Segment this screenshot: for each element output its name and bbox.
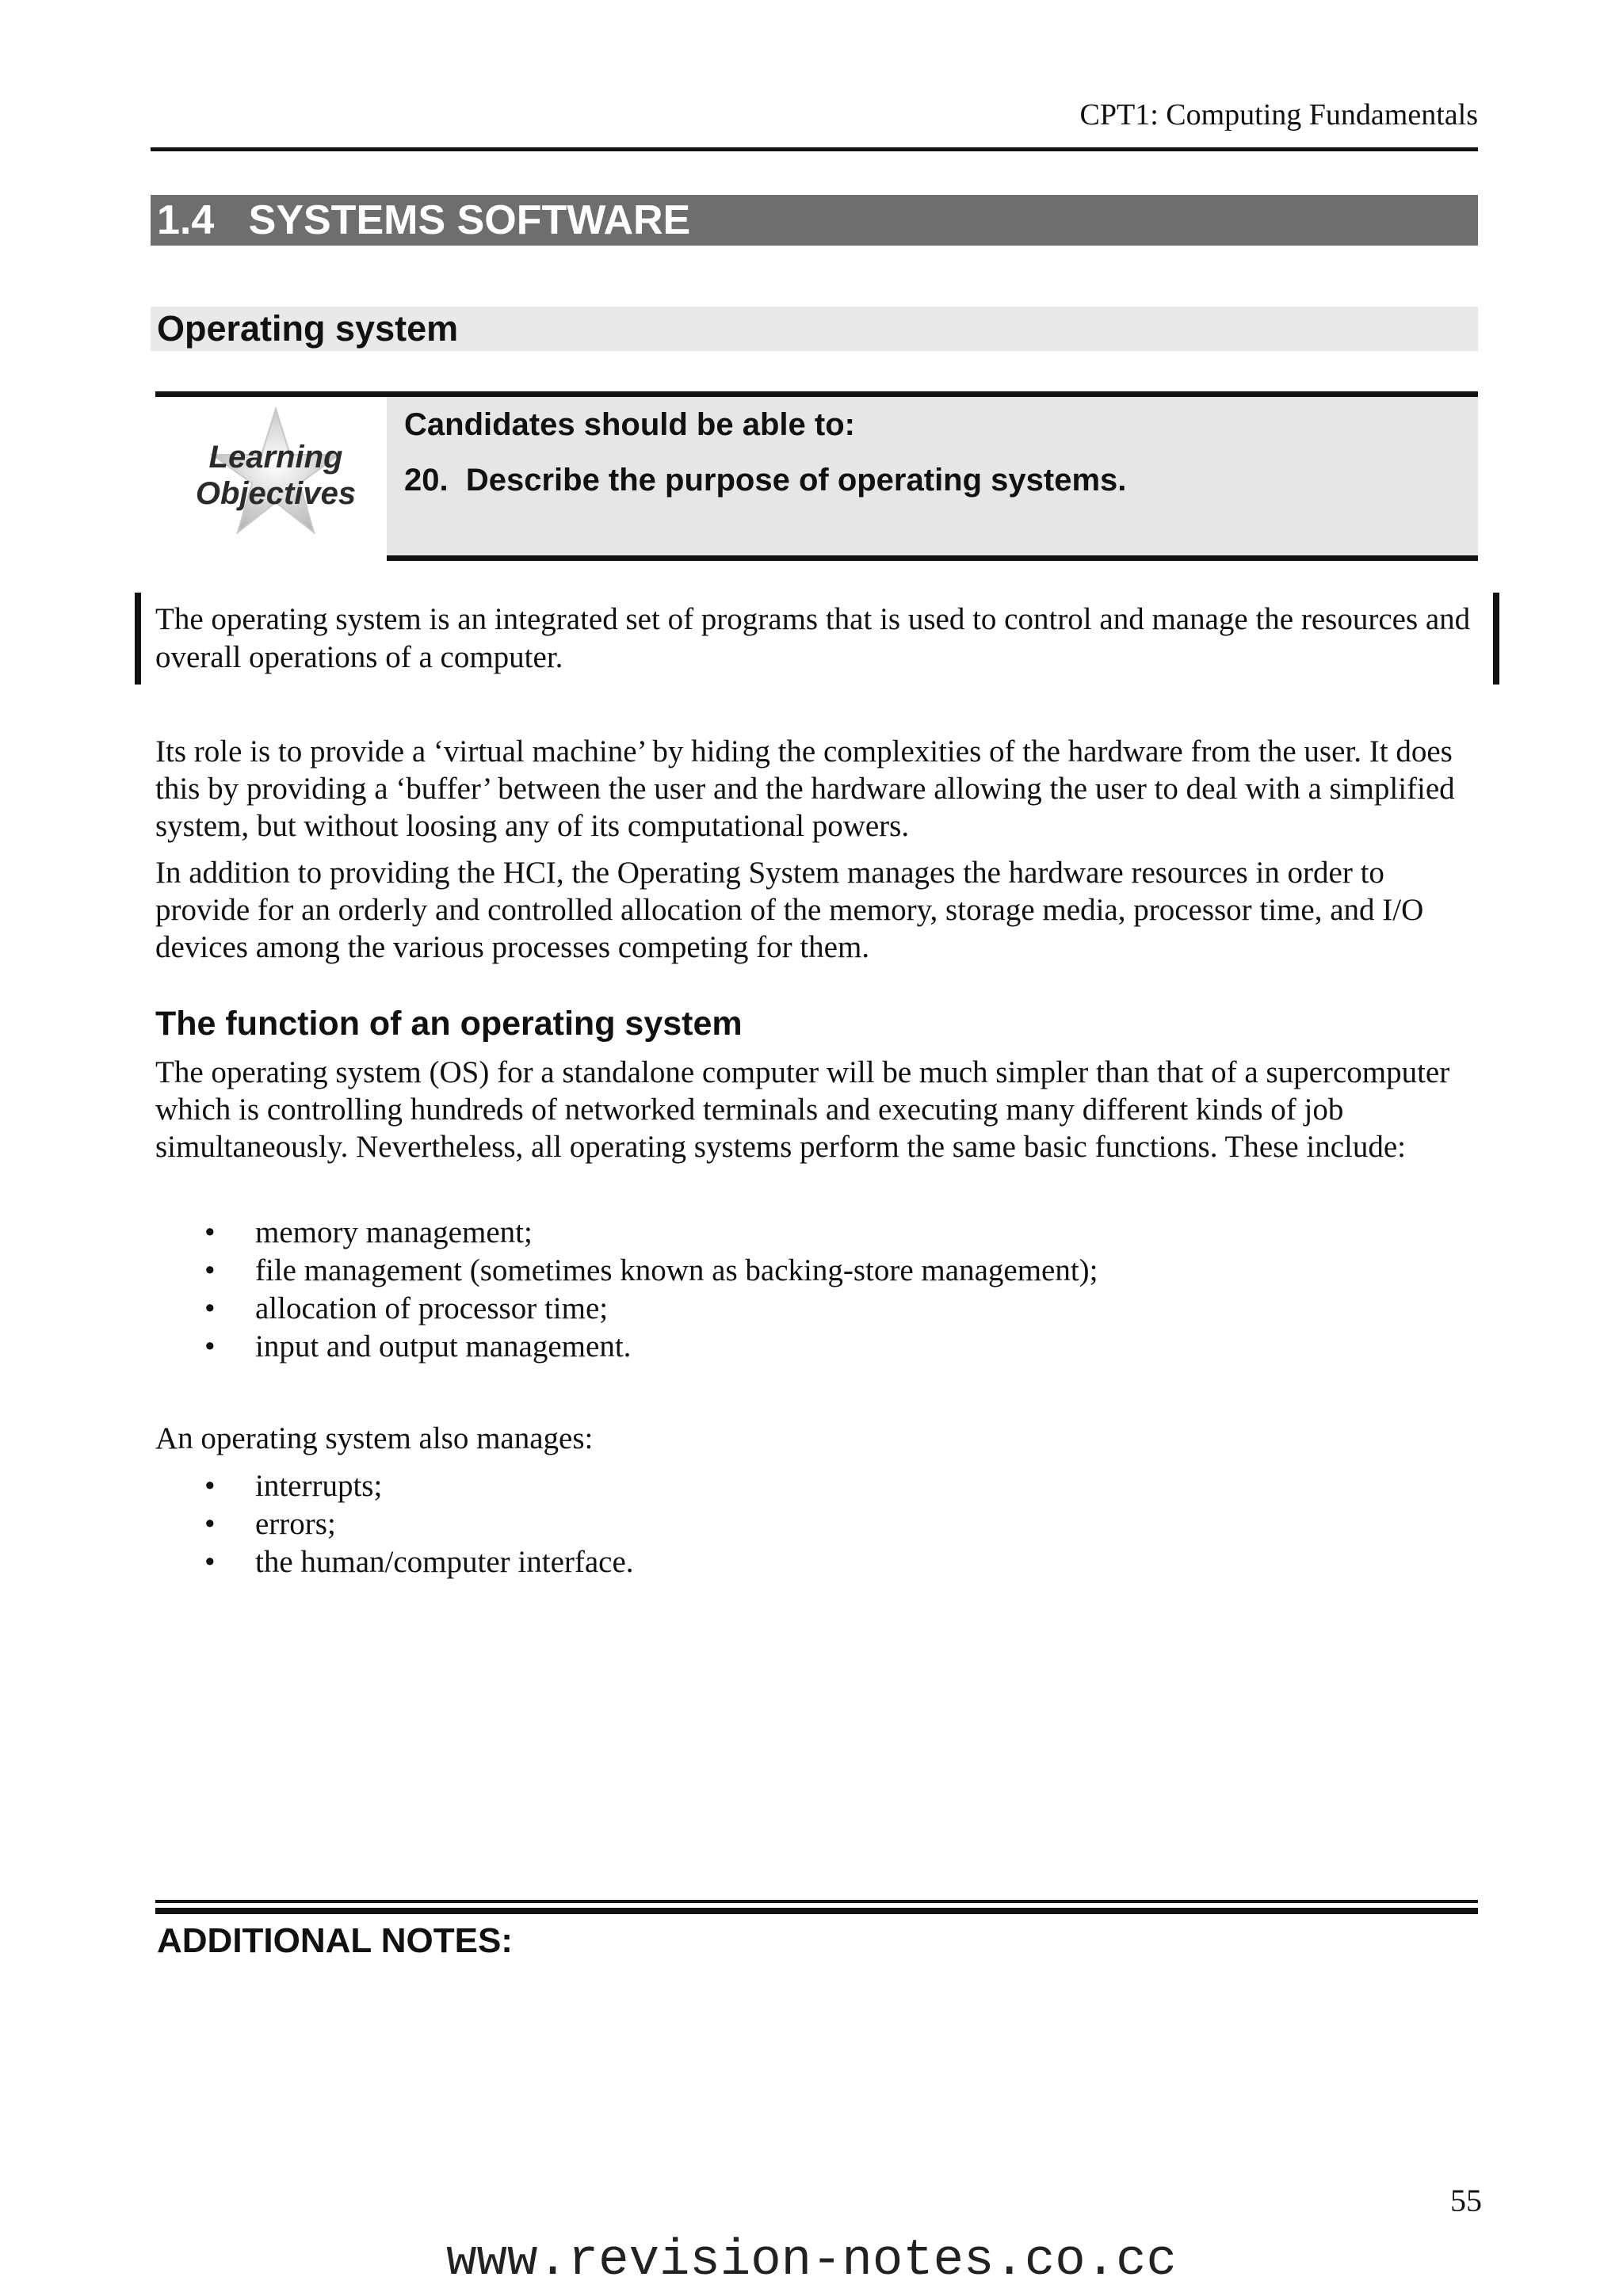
bullet-icon: • bbox=[204, 1507, 216, 1541]
header-rule bbox=[151, 147, 1478, 151]
objectives-heading: Candidates should be able to: bbox=[404, 407, 855, 442]
section-title: 1.4 SYSTEMS SOFTWARE bbox=[151, 195, 1478, 246]
list-item: • allocation of processor time; bbox=[204, 1290, 1098, 1328]
bullet-icon: • bbox=[204, 1469, 216, 1503]
paragraph-virtual-machine: Its role is to provide a ‘virtual machine’ by hiding the complexities of the hardware from the user. It does this by providing a ‘buffer’ between the user and the hardware allowing the user to deal with a simplified system, but without loosing any of its computational powers. bbox=[155, 734, 1455, 843]
page-number: 55 bbox=[1450, 2183, 1482, 2218]
bullet-icon: • bbox=[204, 1291, 216, 1325]
logo-text-line1: Learning bbox=[208, 440, 343, 475]
list-item: • the human/computer interface. bbox=[204, 1543, 634, 1581]
bullet-icon: • bbox=[204, 1545, 216, 1579]
functions-list bbox=[204, 1214, 1098, 1366]
also-manages-intro: An operating system also manages: bbox=[155, 1421, 594, 1455]
additional-notes-heading: ADDITIONAL NOTES: bbox=[157, 1921, 513, 1960]
objective-item: 20. Describe the purpose of operating systems. bbox=[404, 463, 1127, 498]
definition-text: The operating system is an integrated set of programs that is used to control and manage the resources and overall operations of a computer. bbox=[155, 602, 1471, 674]
definition-bar-left bbox=[135, 593, 141, 685]
learning-objectives-logo bbox=[181, 406, 371, 540]
objectives-top-rule bbox=[155, 391, 1478, 397]
notes-rule-thin bbox=[155, 1900, 1478, 1903]
bullet-icon: • bbox=[204, 1329, 216, 1363]
also-manages-list bbox=[204, 1467, 634, 1581]
list-item: • file management (sometimes known as backing-store management); bbox=[204, 1252, 1098, 1290]
logo-text-line2: Objectives bbox=[195, 476, 357, 511]
bullet-icon: • bbox=[204, 1215, 216, 1249]
list-item: • interrupts; bbox=[204, 1467, 634, 1505]
paragraph-resource-management: In addition to providing the HCI, the Operating System manages the hardware resources in order to provide for an orderly and controlled allocation of the memory, storage media, processor time, and I/O devices among the various processes competing for them. bbox=[155, 856, 1424, 964]
list-item: • memory management; bbox=[204, 1214, 1098, 1252]
running-header: CPT1: Computing Fundamentals bbox=[1079, 98, 1478, 132]
notes-rule-thick bbox=[155, 1908, 1478, 1914]
footer-url: www.revision-notes.co.cc bbox=[446, 2233, 1177, 2290]
subsection-title: Operating system bbox=[151, 307, 1478, 351]
list-item: • input and output management. bbox=[204, 1328, 1098, 1366]
list-item: • errors; bbox=[204, 1505, 634, 1543]
bullet-icon: • bbox=[204, 1253, 216, 1287]
function-intro: The operating system (OS) for a standalone computer will be much simpler than that of a supercomputer which is controlling hundreds of networked terminals and executing many different kinds of job simultaneously. Nevertheless, all operating systems perform the same basic functions. These include: bbox=[155, 1055, 1450, 1164]
definition-bar-right bbox=[1493, 593, 1499, 685]
function-heading: The function of an operating system bbox=[155, 1005, 743, 1043]
